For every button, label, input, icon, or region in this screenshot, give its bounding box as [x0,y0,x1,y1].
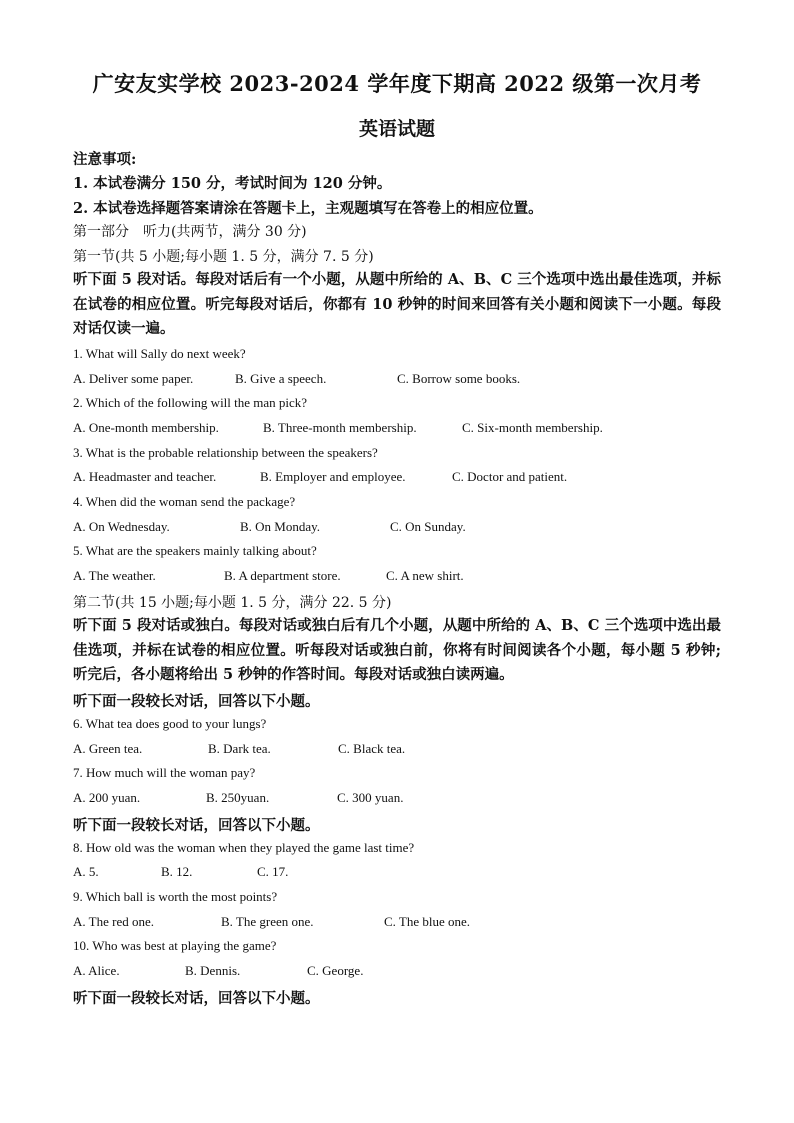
listen-prompt-1: 听下面一段较长对话，回答以下小题。 [73,693,320,710]
listen-prompt-2: 听下面一段较长对话，回答以下小题。 [73,817,320,834]
q5-option-c: C. A new shirt. [386,568,464,583]
q3-option-b: B. Employer and employee. [260,469,406,484]
q7-option-a: A. 200 yuan. [73,790,141,805]
section1-instructions: 听下面 5 段对话。每段对话后有一个小题，从题中所给的 A、B、C 三个选项中选出最佳选项，并标在试卷的相应位置。听完每段对话后，你都有 10 秒钟的时间来回答有关小题和阅读下一小题。每段对话仅读一遍。 [73,271,721,338]
q8-option-a: A. 5. [73,864,99,879]
q7-option-b: B. 250yuan. [206,790,270,805]
notes-item-2: 2. 本试卷选择题答案请涂在答题卡上，主观题填写在答卷上的相应位置。 [73,200,543,217]
question-3: 3. What is the probable relationship between the speakers? [73,445,378,460]
q7-option-c: C. 300 yuan. [337,790,404,805]
q5-option-b: B. A department store. [224,568,341,583]
q4-option-b: B. On Monday. [240,519,321,534]
q4-option-c: C. On Sunday. [390,519,466,534]
q1-option-b: B. Give a speech. [235,371,327,386]
notes-item-1: 1. 本试卷满分 150 分，考试时间为 120 分钟。 [73,175,392,192]
q2-option-b: B. Three-month membership. [263,420,417,435]
exam-title: 广安友实学校 2023-2024 学年度下期高 2022 级第一次月考 [92,71,702,96]
q8-option-b: B. 12. [161,864,193,879]
question-5: 5. What are the speakers mainly talking about? [73,543,317,558]
q10-option-b: B. Dennis. [185,963,241,978]
q9-option-b: B. The green one. [221,914,314,929]
q2-option-c: C. Six-month membership. [462,420,603,435]
question-6: 6. What tea does good to your lungs? [73,716,267,731]
q5-option-a: A. The weather. [73,568,156,583]
q6-option-a: A. Green tea. [73,741,143,756]
part1-heading: 第一部分 听力(共两节，满分 30 分) [73,224,307,240]
question-10: 10. Who was best at playing the game? [73,938,277,953]
question-7: 7. How much will the woman pay? [73,765,256,780]
q1-option-a: A. Deliver some paper. [73,371,194,386]
q1-option-c: C. Borrow some books. [397,371,521,386]
q3-option-c: C. Doctor and patient. [452,469,568,484]
question-9: 9. Which ball is worth the most points? [73,889,278,904]
question-1: 1. What will Sally do next week? [73,346,246,361]
listen-prompt-3: 听下面一段较长对话，回答以下小题。 [73,990,320,1007]
q10-option-c: C. George. [307,963,364,978]
question-2: 2. Which of the following will the man pick? [73,395,308,410]
q10-option-a: A. Alice. [73,963,120,978]
q4-option-a: A. On Wednesday. [73,519,170,534]
notes-heading: 注意事项: [73,151,137,168]
q2-option-a: A. One-month membership. [73,420,219,435]
exam-subtitle: 英语试题 [358,118,435,140]
section1-heading: 第一节(共 5 小题;每小题 1. 5 分，满分 7. 5 分) [73,249,374,265]
q9-option-a: A. The red one. [73,914,154,929]
question-8: 8. How old was the woman when they played the game last time? [73,840,415,855]
q3-option-a: A. Headmaster and teacher. [73,469,217,484]
question-4: 4. When did the woman send the package? [73,494,296,509]
q6-option-c: C. Black tea. [338,741,406,756]
section2-heading: 第二节(共 15 小题;每小题 1. 5 分，满分 22. 5 分) [73,595,392,611]
q6-option-b: B. Dark tea. [208,741,271,756]
q9-option-c: C. The blue one. [384,914,471,929]
q8-option-c: C. 17. [257,864,289,879]
section2-instructions: 听下面 5 段对话或独白。每段对话或独白后有几个小题，从题中所给的 A、B、C 三个选项中选出最佳选项，并标在试卷的相应位置。听每段对话或独白前，你将有时间阅读各个小题，每小题 5 秒钟;听完后，各小题将给出 5 秒钟的作答时间。每段对话或独白读两遍。 [73,617,721,684]
